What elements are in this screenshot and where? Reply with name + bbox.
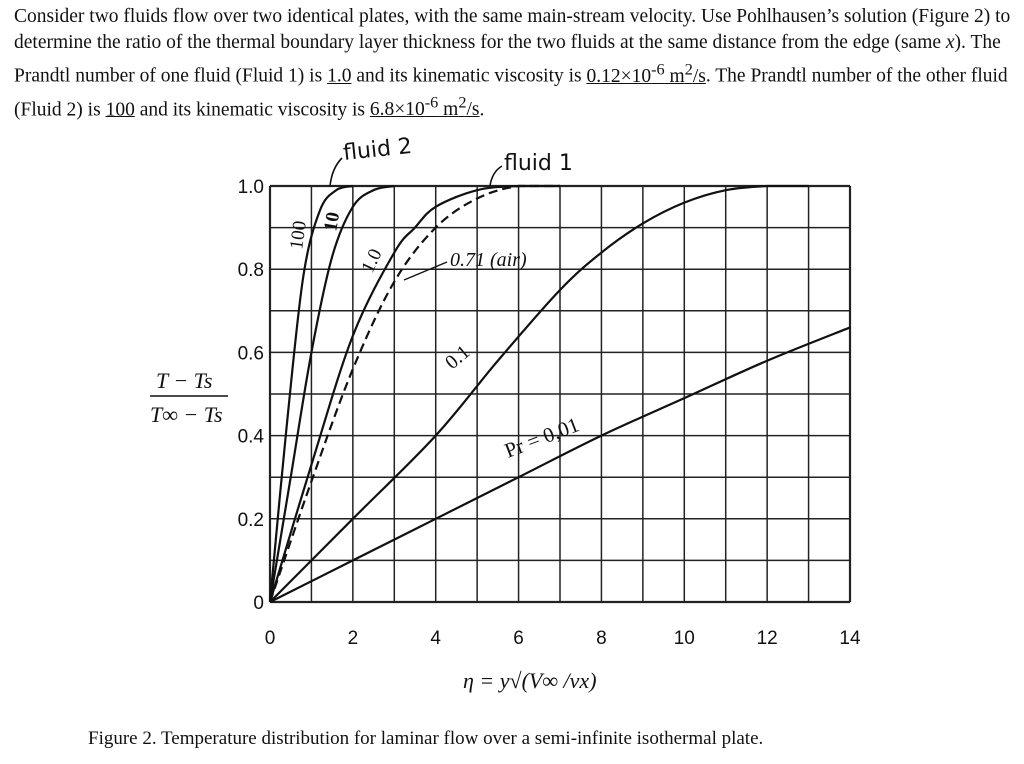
problem-statement: Consider two fluids flow over two identical plates, with the same main-stream velocity. Use Pohlhausen’s solution (Figure 2) to determine the ratio of the thermal boundary layer thickness for the two fluids at the same distance from the edge (same x). The Prandtl number of one fluid (Fluid 1) is 1.0 and its kinematic viscosity is $0.12\times 10^{-6}$ $m^2/s$. The Prandtl number of the other fluid (Fluid 2) is 100 and its kinematic viscosity is $6.8\times 10^{-6}$ $m^2/s$.: [14, 6, 1011, 120]
y-tick-label: 0.6: [237, 343, 264, 365]
x-tick-label: 8: [596, 628, 607, 649]
x-tick-label: 12: [756, 628, 778, 649]
y-axis-label-denominator: T∞ − Ts: [150, 402, 223, 427]
pr1-value: 1.0: [327, 65, 352, 87]
y-tick-label: 1.0: [237, 177, 264, 198]
x-tick-label: 0: [264, 628, 276, 649]
y-tick-labels: [238, 177, 265, 614]
pr2-value: 100: [105, 99, 135, 120]
x-tick-labels: [265, 628, 861, 649]
fluid-1-pointer: [490, 166, 502, 186]
annotation-fluid-1: fluid 1: [504, 151, 573, 176]
nu2-value: $6.8\times 10^{-6}$ $m^2/s$: [369, 93, 480, 120]
y-tick-label: 0.4: [237, 426, 264, 448]
nu1-value: $0.12\times 10^{-6}$: [586, 60, 665, 87]
x-tick-label: 6: [513, 628, 524, 649]
series-label-pr-0-01: Pr = 0,01: [501, 412, 583, 463]
y-tick-label: 0: [253, 593, 264, 614]
series-label-0-71: 0.71 (air): [450, 249, 527, 271]
y-tick-label: 0.8: [237, 260, 264, 282]
x-tick-label: 4: [430, 628, 442, 649]
x-tick-label: 2: [347, 628, 359, 649]
y-axis-label-numerator: T − Ts: [156, 368, 213, 393]
series-label-10: 10: [320, 210, 345, 233]
series-label-1-0: 1.0: [357, 245, 387, 277]
x-axis-label: η = y√(V∞ /νx): [463, 668, 597, 693]
y-tick-label: 0.2: [237, 509, 264, 531]
figure-caption: Figure 2. Temperature distribution for laminar flow over a semi-infinite isothermal plate.: [88, 728, 764, 749]
series-label-100: 100: [286, 219, 311, 251]
annotation-fluid-2: fluid 2: [342, 133, 414, 166]
grid: [270, 186, 850, 602]
x-tick-label: 10: [673, 628, 695, 649]
leader-line-0-71: [404, 262, 447, 280]
fluid-2-pointer: [330, 158, 342, 186]
series-label-0-1: 0.1: [441, 340, 475, 374]
x-tick-label: 14: [839, 628, 861, 649]
